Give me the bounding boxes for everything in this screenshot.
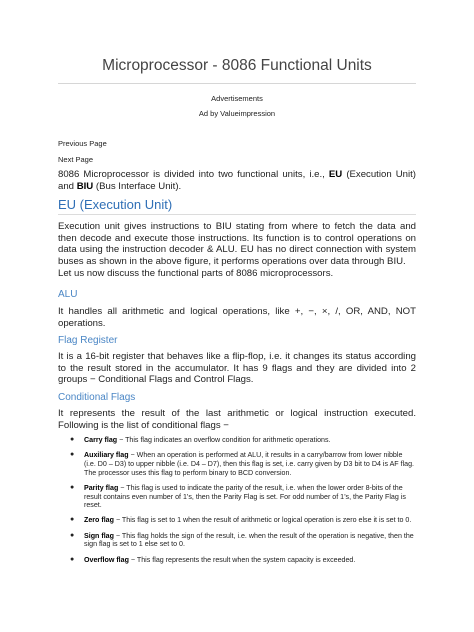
flag-name: Sign flag bbox=[84, 531, 114, 540]
bullet-icon: ● bbox=[70, 531, 75, 539]
list-item bbox=[70, 556, 416, 565]
flag-description: − When an operation is performed at ALU, it results in a carry/barrow from lower nibble (i.e. D0 – D3) to upper nibble (i.e. D4 – D7), then this flag is set, i.e. carry given by D3 bit to D4 is AF flag. The processor uses this flag to perform binary to BCD conversion. bbox=[84, 451, 415, 477]
intro-paragraph-block bbox=[58, 169, 416, 192]
flag-name: Auxiliary flag bbox=[84, 451, 129, 460]
flag-name: Carry flag bbox=[84, 436, 118, 444]
flag-description: − This flag is set to 1 when the result of arithmetic or logical operation is zero else it is set to 0. bbox=[113, 516, 412, 525]
flag-name: Overflow flag bbox=[84, 555, 129, 564]
eu-heading: EU (Execution Unit) bbox=[58, 197, 173, 212]
bullet-icon: ● bbox=[70, 555, 75, 563]
list-item bbox=[70, 532, 416, 549]
flag-register-section bbox=[58, 351, 416, 386]
title-divider bbox=[58, 83, 416, 84]
list-item bbox=[70, 516, 416, 525]
eu-paragraph: Execution unit gives instructions to BIU stating from where to fetch the data and then decode and execute those instructions. Its function is to control operations on data using the instruction decoder & ALU. EU has no direct connection with system buses as shown in the above figure, it performs operations over data through BIU. bbox=[58, 221, 416, 267]
page-title: Microprocessor - 8086 Functional Units bbox=[102, 57, 372, 74]
ads-provider: Ad by Valueimpression bbox=[198, 109, 276, 118]
flag-description: − This flag is used to indicate the parity of the result, i.e. when the lower order 8-bits of the result contains even number of 1’s, then the Parity Flag is set. For odd number of 1’s, the Parity Flag is reset. bbox=[84, 483, 406, 510]
flag-description: − This flag represents the result when the system capacity is exceeded. bbox=[128, 555, 356, 564]
flag-description: − This flag holds the sign of the result, i.e. when the result of the operation is negative, then the sign flag is set to 1 else set to 0. bbox=[84, 531, 414, 549]
flag-name: Zero flag bbox=[84, 516, 114, 525]
bullet-icon: ● bbox=[70, 436, 75, 443]
list-item bbox=[70, 436, 416, 445]
next-page-link[interactable]: Next Page bbox=[58, 155, 94, 164]
ads-label: Advertisements bbox=[211, 94, 263, 103]
eu-followup-paragraph: Let us now discuss the functional parts of 8086 microprocessors. bbox=[58, 268, 334, 279]
bullet-icon: ● bbox=[70, 483, 75, 491]
conditional-flags-heading: Conditional Flags bbox=[58, 392, 136, 403]
intro-eu-term: EU bbox=[328, 169, 343, 180]
bullet-icon: ● bbox=[70, 451, 75, 459]
eu-followup bbox=[58, 268, 416, 280]
flag-register-heading: Flag Register bbox=[58, 335, 118, 346]
list-item bbox=[70, 451, 416, 477]
flag-register-paragraph: It is a 16-bit register that behaves like a flip-flop, i.e. it changes its status according to the result stored in the accumulator. It has 9 flags and they are divided into 2 groups − Conditional Flags and Control Flags. bbox=[58, 351, 416, 385]
conditional-flags-paragraph: It represents the result of the last arithmetic or logical instruction executed. Following is the list of conditional flags − bbox=[58, 408, 416, 431]
conditional-flags-list bbox=[70, 436, 416, 571]
eu-section bbox=[58, 221, 416, 267]
alu-heading: ALU bbox=[58, 289, 78, 300]
previous-page-link[interactable]: Previous Page bbox=[58, 139, 107, 148]
alu-section bbox=[58, 306, 416, 329]
intro-text-1: 8086 Microprocessor is divided into two functional units, i.e., bbox=[58, 169, 329, 180]
intro-biu-term: BIU bbox=[76, 180, 94, 192]
bullet-icon: ● bbox=[70, 516, 75, 524]
list-item bbox=[70, 484, 416, 510]
conditional-flags-section bbox=[58, 408, 416, 431]
flag-description: − This flag indicates an overflow condition for arithmetic operations. bbox=[117, 436, 331, 444]
intro-text-3: (Bus Interface Unit). bbox=[93, 180, 182, 192]
eu-divider bbox=[58, 214, 416, 215]
intro-text-2: (Execution Unit) and bbox=[58, 169, 416, 192]
alu-paragraph: It handles all arithmetic and logical operations, like +, −, ×, /, OR, AND, NOT operations. bbox=[58, 306, 416, 329]
intro-paragraph bbox=[58, 169, 416, 192]
flag-name: Parity flag bbox=[84, 483, 119, 492]
